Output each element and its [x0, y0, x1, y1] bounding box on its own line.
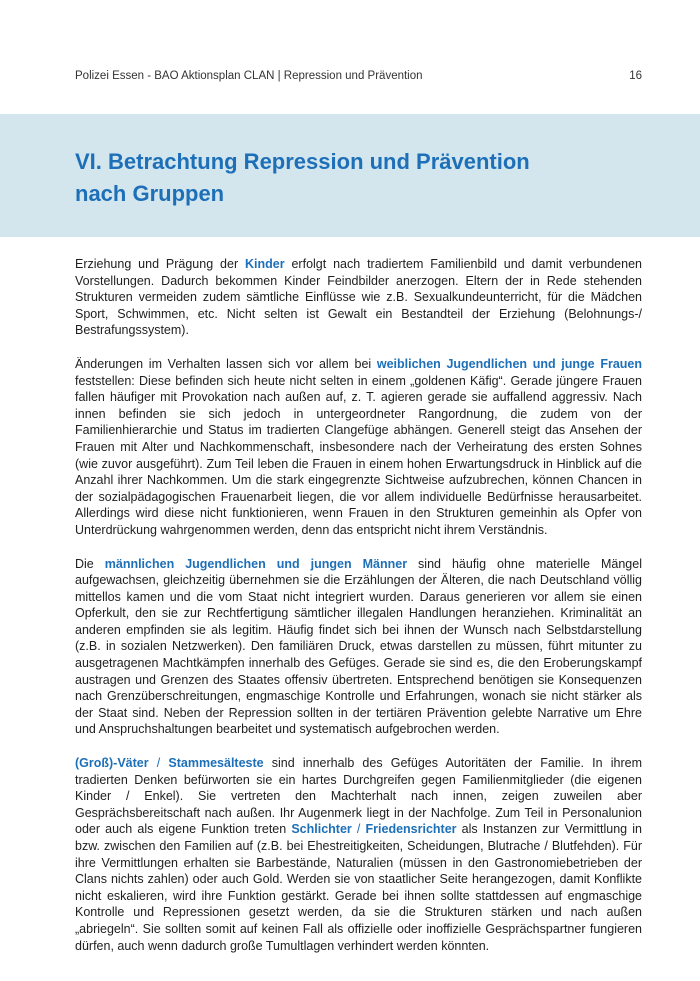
page-number: 16: [629, 70, 642, 82]
chapter-title-line1: VI. Betrachtung Repression und Prävention: [75, 149, 530, 174]
p4-highlight-friedensrichter: Friedensrichter: [365, 822, 457, 837]
p4-highlight-schlichter: Schlichter: [291, 822, 352, 837]
p2-text-after: feststellen: Diese befinden sich heute nicht selten in einem „goldenen Käfig“. Gerade jüngere Frauen fallen häufiger mit Provokation nach außen auf, z. T. agieren gerade sie auffallend aggressiv. Nach innen befinden sie sich jedoch in untergeordneter Rangordnung, die zudem von der Familienhierarchie und Status im tradierten Clangefüge abhängen. Generell steigt das Ansehen der Frauen mit Alter und Nachkommenschaft, insbesondere nach der Verheiratung des ersten Sohnes (wie zuvor ausgeführt). Zum Teil leben die Frauen in einem hohen Erwartungsdruck in Hinblick auf die Anzahl ihrer Nachkommen. Um die stark eingegrenzte Sichtweise aufzubrechen, können Chancen in der sozialpädagogischen Frauenarbeit liegen, die vor allem individuelle Bedürfnisse herausarbeitet. Allerdings wird diese nicht funktionieren, wenn Frauen in den Strukturen gemeinhin als Opfer von Unterdrückung wahrgenommen werden, denn das entspricht nicht ihrem Verständnis.: [75, 373, 642, 537]
chapter-title: [75, 146, 635, 210]
p1-text-after: erfolgt nach tradiertem Familienbild und damit verbundenen Vorstellungen. Dadurch bekommen Kinder Feindbilder anerzogen. Eltern der in Rede stehenden Strukturen vermeiden zudem sämtliche Einflüsse wie z.B. Sexualkundeunterricht, für die Mädchen Sport, Schwimmen, etc. Nicht selten ist Gewalt ein Bestandteil der Erziehung (Belohnungs-/ Bestrafungssystem).: [75, 257, 642, 338]
p3-highlight: männlichen Jugendlichen und jungen Männer: [104, 556, 408, 571]
p1-text-before: Erziehung und Prägung der: [75, 257, 245, 271]
p1-highlight: Kinder: [245, 257, 285, 271]
chapter-title-band: [0, 114, 700, 237]
body-text: [75, 256, 642, 971]
p4-text-2: als Instanzen zur Vermittlung in bzw. zwischen den Familien auf (z.B. bei Ehestreitigkeiten, Scheidungen, Blutrache / Blutfehden). Für ihre Vermittlungen erhalten sie Barbestände, Naturalien (müssen in den Gastronomiebetrieben der Clans nichts zahlen) oder auch Gold. Werden sie von staatlicher Seite herangezogen, damit Konflikte nicht eskalieren, wird ihre Funktion gestärkt. Gerade bei ihnen sollte stattdessen auf engmaschige Kontrolle und Repressionen gesetzt werden, da sie die Strukturen stärken und nach außen „abriegeln“. Sie sollten somit auf keinen Fall als offizielle oder inoffizielle Gesprächspartner fungieren dürfen, auch wenn dadurch große Tumultlagen verhindert werden könnten.: [75, 822, 642, 953]
running-title: Polizei Essen - BAO Aktionsplan CLAN | Repression und Prävention: [75, 70, 423, 82]
paragraph-kinder: [75, 256, 642, 339]
p4-text-1: sind innerhalb des Gefüges Autoritäten der Familie. In ihrem tradierten Denken befürworten sie ein hartes Durchgreifen gegen Familienmitglieder (die eigenen Kinder / Enkel). Sie vertreten den Machterhalt nach innen, zeigen zuweilen aber Gesprächsbereitschaft nach außen. Ihr Augenmerk liegt in der Nachfolge. Zum Teil in Personalunion oder auch als eigene Funktion treten: [75, 756, 642, 837]
p4-highlight-grossvaeter: (Groß)-Väter: [75, 756, 149, 771]
p2-highlight: weiblichen Jugendlichen und junge Frauen: [376, 356, 642, 371]
chapter-title-line2: nach Gruppen: [75, 181, 225, 206]
p3-text-after: sind häufig ohne materielle Mängel aufgewachsen, gleichzeitig übernehmen sie die Erzählungen der Älteren, die nach Deutschland völlig mittellos kamen und die vom Staat nicht integriert wurden. Daraus generieren vor allem sie einen Opferkult, den sie zur Rechtfertigung sämtlicher illegalen Handlungen heranziehen. Kriminalität an anderen empfinden sie als legitim. Häufig findet sich bei ihnen der Wunsch nach Selbstdarstellung (z.B. in sozialen Netzwerken). Den familiären Druck, etwas darstellen zu müssen, führt mitunter zu ausgetragenen Machtkämpfen innerhalb des Gefüges. Gerade sie sind es, die den Eroberungskampf austragen und Grenzen des Staates offensiv übertreten. Entsprechend benötigen sie Konsequenzen nach Grenzüberschreitungen, engmaschige Kontrolle und Erfahrungen, wonach sie nicht stärker als der Staat sind. Neben der Repression sollten in der tertiären Prävention gelebte Narrative um Ehre und Anspruchshaltungen bearbeitet und systematisch aufgebrochen werden.: [75, 556, 642, 737]
p3-text-before: Die: [75, 556, 105, 571]
paragraph-aelteste: [75, 755, 642, 954]
p4-highlight-stammesaelteste: Stammesälteste: [168, 756, 264, 771]
paragraph-maenner: [75, 556, 642, 739]
p4-separator-1: /: [148, 756, 169, 771]
paragraph-frauen: [75, 356, 642, 539]
p2-text-before: Änderungen im Verhalten lassen sich vor allem bei: [75, 356, 377, 371]
p4-separator-2: /: [351, 822, 366, 837]
page-header: [75, 70, 642, 82]
